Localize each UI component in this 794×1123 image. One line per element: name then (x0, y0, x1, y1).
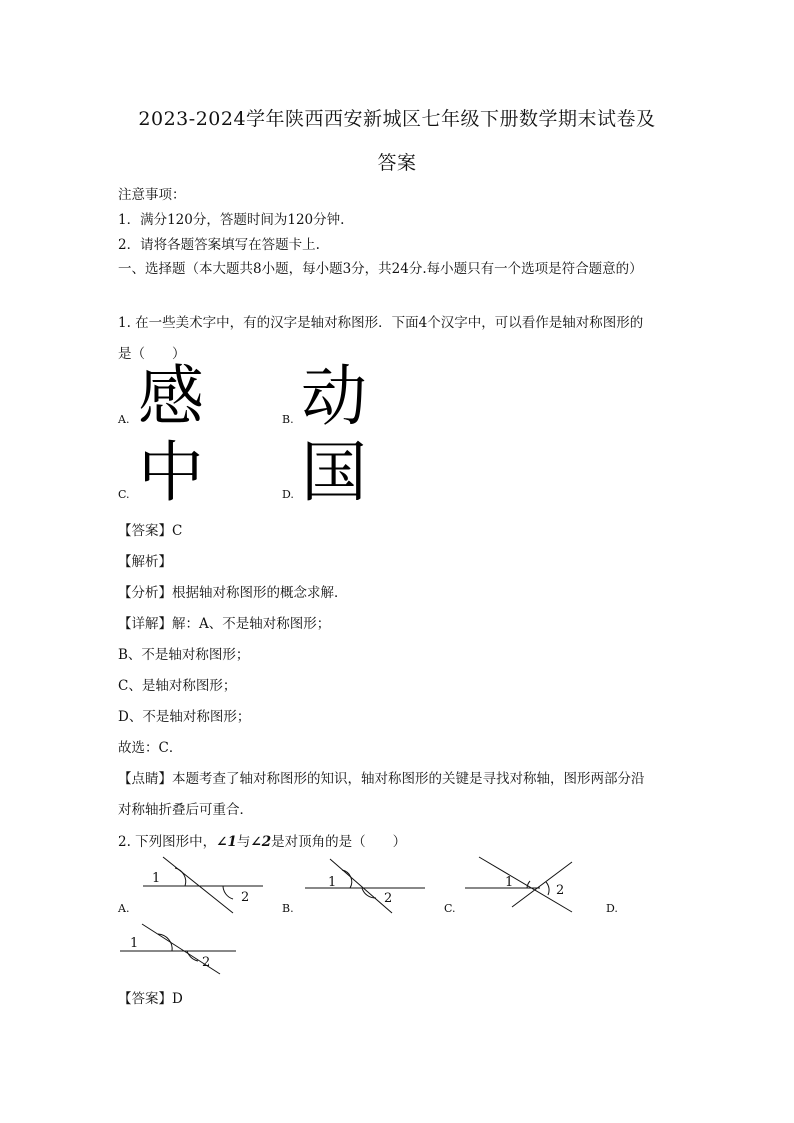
diagonal-line (163, 857, 233, 913)
angle-2-label: 2 (384, 891, 393, 906)
angle-2-arc (546, 882, 549, 895)
q1-detail-1: 【详解】解：A、不是轴对称图形； (118, 616, 331, 632)
q2-option-c-figure (462, 852, 577, 914)
q2-stem-prefix: 2. 下列图形中， (118, 834, 217, 850)
notes-item-1: 1．满分120分，答题时间为120分钟. (118, 212, 345, 228)
notes-heading: 注意事项： (118, 187, 186, 203)
angle-1-symbol: ∠1 (216, 834, 237, 850)
q1-option-a-char: 感 (138, 358, 204, 435)
q2-stem-mid: 与 (236, 834, 251, 850)
page-title-line2: 答案 (377, 152, 417, 174)
q1-option-a-letter: A. (118, 413, 130, 426)
q1-option-d-char: 国 (301, 434, 367, 511)
q2-option-a-letter: A. (118, 902, 130, 915)
angle-1-label: 1 (152, 871, 161, 886)
q1-option-d-letter: D. (282, 488, 294, 501)
q2-stem-suffix: 是对顶角的是（ ） (271, 834, 407, 850)
q1-option-c-letter: C. (118, 488, 130, 501)
angle-1-arc (175, 868, 186, 886)
angle-1-label: 1 (505, 875, 514, 890)
q1-stem-line2: 是（ ） (118, 346, 186, 362)
q2-answer: 【答案】D (118, 991, 183, 1007)
angle-1-label: 1 (328, 875, 337, 890)
angle-2-label: 2 (241, 890, 250, 905)
q1-analysis-heading: 【解析】 (118, 554, 172, 570)
section-heading: 一、选择题（本大题共8小题，每小题3分，共24分.每小题只有一个选项是符合题意的） (118, 261, 643, 277)
q1-stem-line1: 1. 在一些美术字中，有的汉字是轴对称图形．下面4个汉字中，可以看作是轴对称图形的 (118, 315, 644, 331)
q1-option-c-char: 中 (138, 434, 204, 511)
q2-option-b-letter: B. (282, 902, 294, 915)
angle-2-label: 2 (202, 955, 211, 970)
q2-option-d-letter: D. (606, 902, 618, 915)
q1-option-b-letter: B. (282, 413, 294, 426)
q2-option-a-figure (135, 855, 270, 915)
q2-stem (118, 830, 406, 850)
angle-2-symbol: ∠2 (250, 834, 272, 850)
angle-2-label: 2 (556, 883, 565, 898)
q1-option-b-char: 动 (301, 358, 367, 435)
diagonal-line (330, 859, 392, 913)
angle-1-arc (342, 870, 352, 888)
q2-option-c-letter: C. (444, 902, 456, 915)
q2-option-d-figure (118, 920, 240, 976)
q1-detail-4: D、不是轴对称图形； (118, 709, 251, 725)
angle-1-label: 1 (130, 936, 139, 951)
q1-comment-line2: 对称轴折叠后可重合． (118, 802, 253, 818)
q1-comment-line1: 【点睛】本题考查了轴对称图形的知识，轴对称图形的关键是寻找对称轴，图形两部分沿 (118, 771, 645, 787)
angle-2-arc (223, 886, 233, 899)
q1-answer: 【答案】C (118, 523, 183, 539)
q2-option-b-figure (300, 855, 430, 915)
q1-conclusion: 故选：C． (118, 740, 183, 756)
q1-detail-2: B、不是轴对称图形； (118, 647, 250, 663)
page-title: 2023-2024学年陕西西安新城区七年级下册数学期末试卷及 (138, 108, 656, 130)
notes-item-2: 2．请将各题答案填写在答题卡上. (118, 237, 320, 253)
q1-detail-3: C、是轴对称图形； (118, 678, 237, 694)
q1-analysis: 【分析】根据轴对称图形的概念求解． (118, 585, 348, 601)
